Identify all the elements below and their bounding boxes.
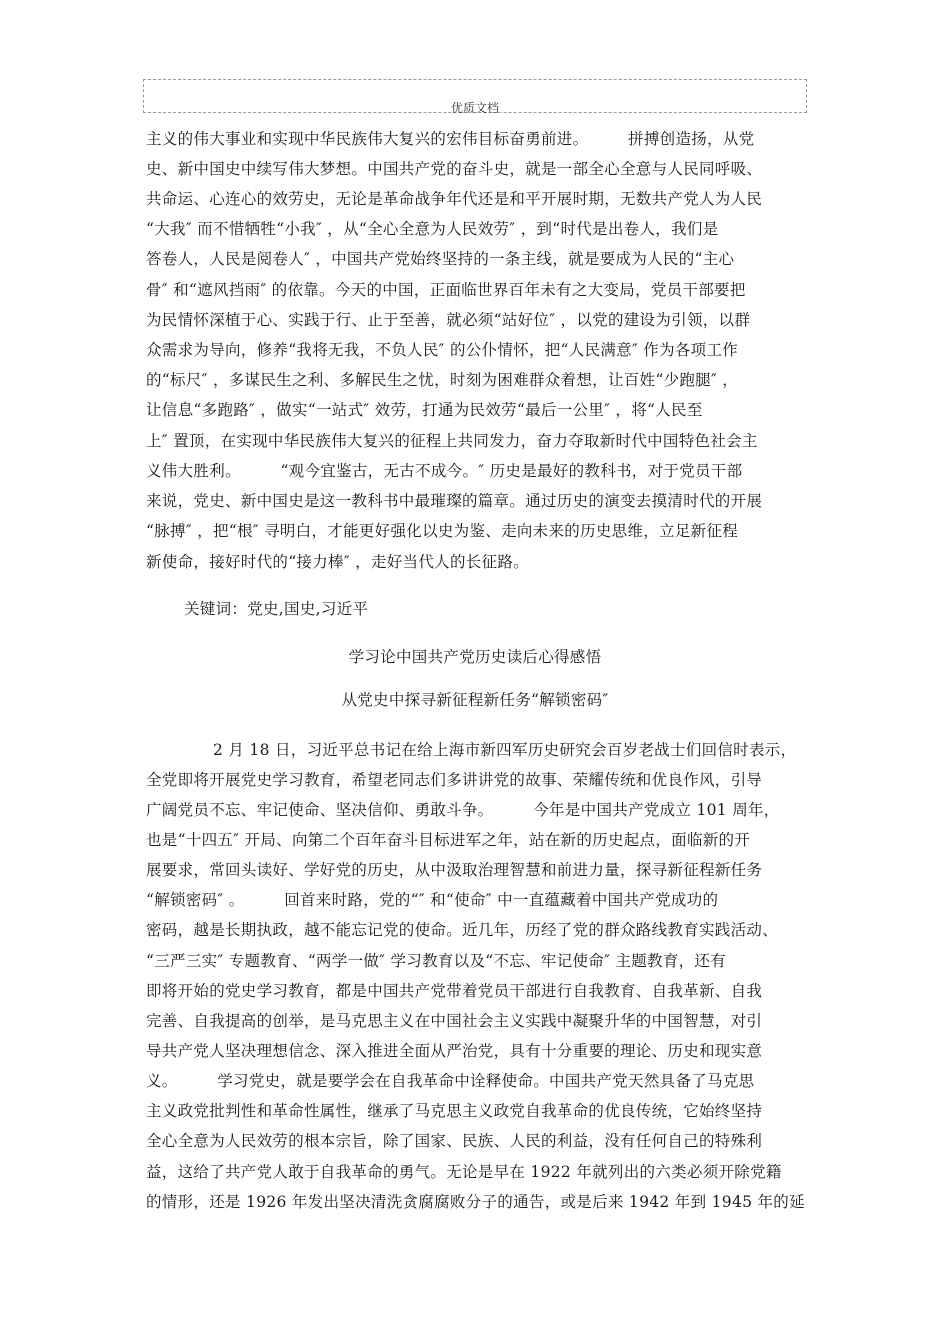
text-line: 众需求为导向，修养“我将无我，不负人民″ 的公仆情怀，把“人民满意″ 作为各项工作 xyxy=(146,341,739,359)
text-line: 密码，越是长期执政，越不能忘记党的使命。近几年，历经了党的群众路线教育实践活动、 xyxy=(146,921,779,939)
text-line: 新使命，接好时代的“接力棒″ ，走好当代人的长征路。 xyxy=(146,553,529,571)
text-line: 史、新中国史中续写伟大梦想。中国共产党的奋斗史，就是一部全心全意与人民同呼吸、 xyxy=(146,160,763,178)
text-line: 为民情怀深植于心、实践于行、止于至善，就必须“站好位″ ，以党的建设为引领，以群 xyxy=(146,311,751,329)
header-label: 优质文档 xyxy=(450,101,499,115)
text-line: “解锁密码″ 。 回首来时路，党的“″ 和“使命″ 中一直蕴藏着中国共产党成功的 xyxy=(146,891,719,909)
text-line: 的情形，还是 1926 年发出坚决清洗贪腐腐败分子的通告，或是后来 1942 年到 1945 年的延 xyxy=(146,1193,805,1211)
text-line: 广阔党员不忘、牢记使命、坚决信仰、勇敢斗争。 今年是中国共产党成立 101 周年， xyxy=(146,801,780,819)
text-line: 共命运、心连心的效劳史，无论是革命战争年代还是和平开展时期，无数共产党人为人民 xyxy=(146,190,763,208)
text-line: 义。 学习党史，就是要学会在自我革命中诠释使命。中国共产党天然具备了马克思 xyxy=(146,1072,755,1090)
text-line: “大我″ 而不惜牺牲“小我″ ，从“全心全意为人民效劳″ ，到“时代是出卷人，我们是 xyxy=(146,220,719,238)
text-line: “脉搏″ ，把“根″ 寻明白，才能更好强化以史为鉴、走向未来的历史思维，立足新征程 xyxy=(146,522,739,540)
text-line: 上″ 置顶，在实现中华民族伟大复兴的征程上共同发力，奋力夺取新时代中国特色社会主 xyxy=(146,432,758,450)
text-line: 即将开始的党史学习教育，都是中国共产党带着党员干部进行自我教育、自我革新、自我 xyxy=(146,982,763,1000)
document-title: 学习论中国共产党历史读后心得感悟 xyxy=(348,648,602,666)
text-line: 展要求，常回头读好、学好党的历史，从中汲取治理智慧和前进力量，探寻新征程新任务 xyxy=(146,861,763,879)
text-line: 义伟大胜利。 “观今宜鉴古，无古不成今。″ 历史是最好的教科书，对于党员干部 xyxy=(146,462,743,480)
page-header-box xyxy=(143,79,807,113)
text-line: 来说，党史、新中国史是这一教科书中最璀璨的篇章。通过历史的演变去摸清时代的开展 xyxy=(146,492,763,510)
text-line: 骨″ 和“遮风挡雨″ 的依靠。今天的中国，正面临世界百年未有之大变局，党员干部要把 xyxy=(146,281,746,299)
text-line: 全党即将开展党史学习教育，希望老同志们多讲讲党的故事、荣耀传统和优良作风，引导 xyxy=(146,771,763,789)
text-line: 的“标尺″ ，多谋民生之利、多解民生之忧，时刻为困难群众着想，让百姓“少跑腿″ ， xyxy=(146,371,739,389)
document-subtitle: 从党史中探寻新征程新任务“解锁密码″ xyxy=(341,691,609,709)
text-line: 让信息“多跑路″ ，做实“一站式″ 效劳，打通为民效劳“最后一公里″ ，将“人民至 xyxy=(146,401,703,419)
text-line: 也是“十四五″ 开局、向第二个百年奋斗目标进军之年，站在新的历史起点，面临新的开 xyxy=(146,831,751,849)
text-line: 益，这给了共产党人敢于自我革命的勇气。无论是早在 1922 年就列出的六类必须开除党籍 xyxy=(146,1163,782,1181)
text-line: 答卷人，人民是阅卷人″ ，中国共产党始终坚持的一条主线，就是要成为人民的“主心 xyxy=(146,250,735,268)
text-line: 主义政党批判性和革命性属性，继承了马克思主义政党自我革命的优良传统，它始终坚持 xyxy=(146,1102,763,1120)
text-line: 完善、自我提高的创举，是马克思主义在中国社会主义实践中凝聚升华的中国智慧，对引 xyxy=(146,1012,763,1030)
text-line: “三严三实″ 专题教育、“两学一做″ 学习教育以及“不忘、牢记使命″ 主题教育，还有 xyxy=(146,952,727,970)
text-line: 主义的伟大事业和实现中华民族伟大复兴的宏伟目标奋勇前进。 拼搏创造扬，从党 xyxy=(146,130,755,148)
text-line: 2 月 18 日，习近平总书记在给上海市新四军历史研究会百岁老战士们回信时表示， xyxy=(213,741,797,759)
text-line: 全心全意为人民效劳的根本宗旨，除了国家、民族、人民的利益，没有任何自己的特殊利 xyxy=(146,1132,763,1150)
keywords: 关键词：党史,国史,习近平 xyxy=(184,600,369,618)
text-line: 导共产党人坚决理想信念、深入推进全面从严治党，具有十分重要的理论、历史和现实意 xyxy=(146,1042,763,1060)
